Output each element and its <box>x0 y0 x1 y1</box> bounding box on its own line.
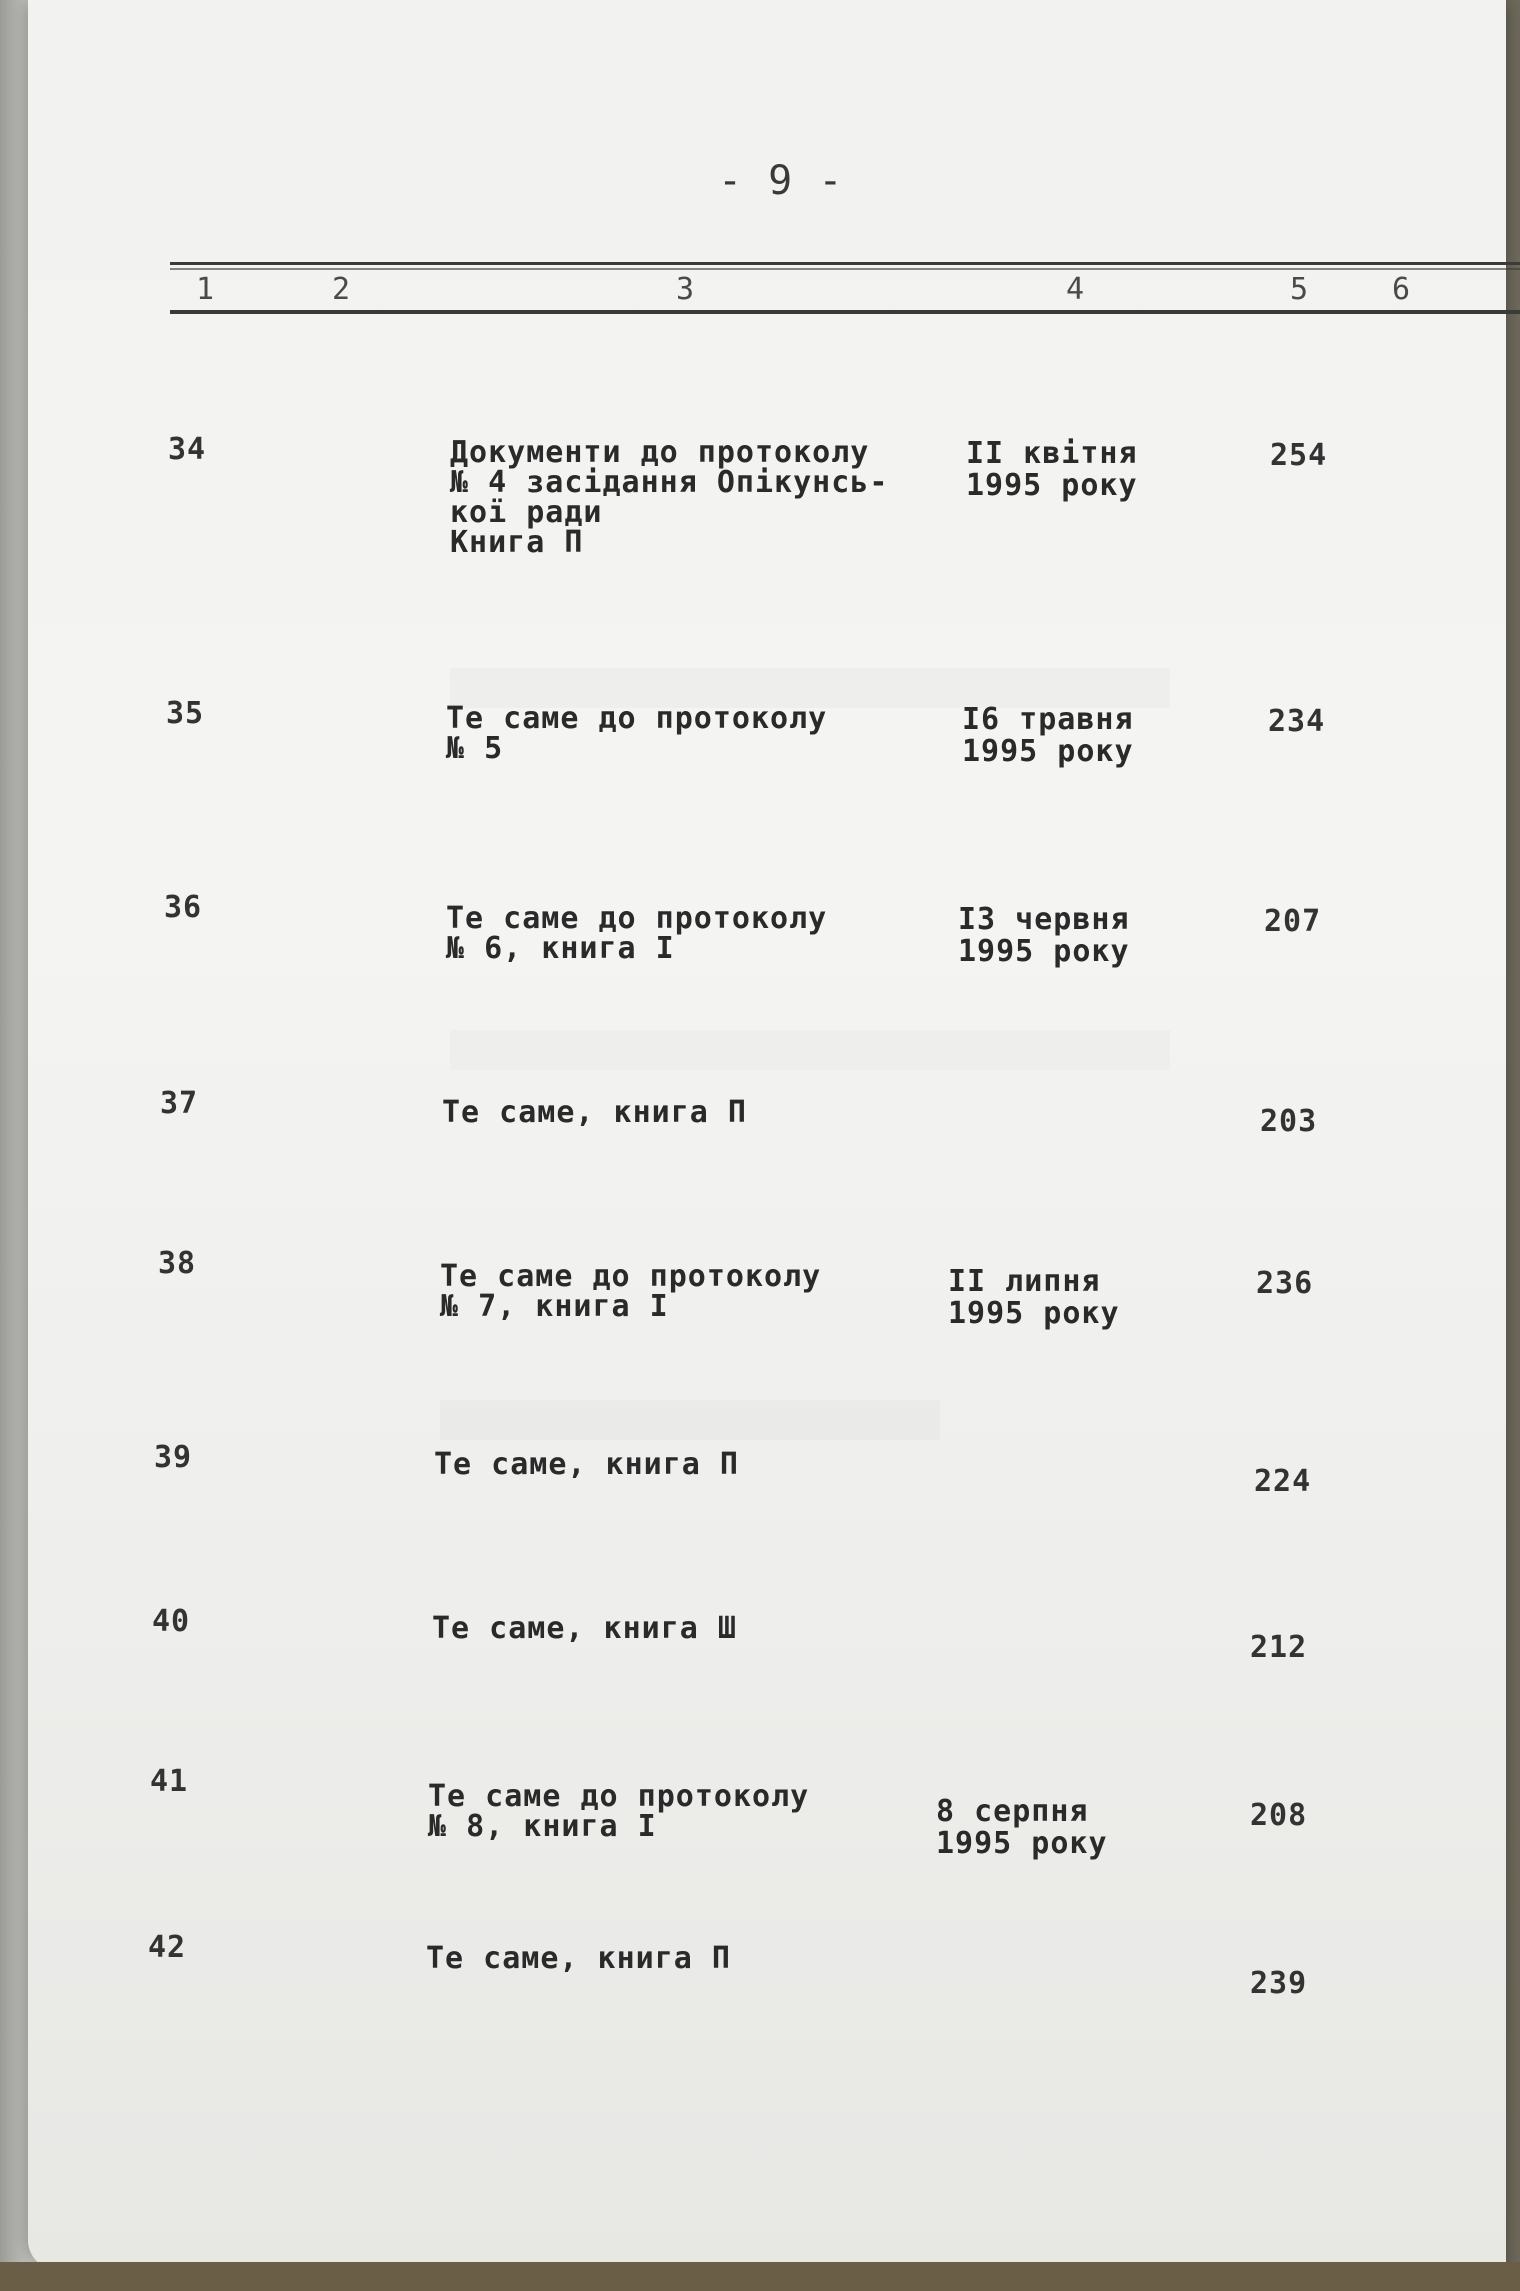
row-date: I6 травня 1995 року <box>962 702 1134 769</box>
row-date: II квітня 1995 року <box>966 436 1138 503</box>
row-number: 34 <box>168 432 207 467</box>
row-number: 35 <box>166 696 205 731</box>
row-number: 39 <box>154 1440 193 1475</box>
row-sheets: 224 <box>1254 1464 1312 1499</box>
page-number: - 9 - <box>718 158 844 204</box>
row-sheets: 203 <box>1260 1104 1318 1139</box>
row-number: 42 <box>148 1930 187 1965</box>
row-description: Те саме, книга П <box>442 1095 747 1130</box>
header-rule-top <box>170 262 1520 265</box>
row-number: 36 <box>164 890 203 925</box>
column-header-1: 1 <box>196 272 216 307</box>
row-description: Те саме до протоколу № 5 <box>446 701 828 766</box>
bleed-through <box>440 1400 940 1440</box>
row-sheets: 254 <box>1270 438 1328 473</box>
row-sheets: 234 <box>1268 704 1326 739</box>
row-number: 41 <box>150 1764 189 1799</box>
row-number: 38 <box>158 1246 197 1281</box>
row-number: 40 <box>152 1604 191 1639</box>
row-sheets: 236 <box>1256 1266 1314 1301</box>
row-sheets: 239 <box>1250 1966 1308 2001</box>
row-description: Те саме, книга П <box>434 1447 739 1482</box>
column-header-5: 5 <box>1290 272 1310 307</box>
row-date: 8 серпня 1995 року <box>936 1794 1108 1861</box>
column-header-2: 2 <box>332 272 352 307</box>
row-sheets: 207 <box>1264 904 1322 939</box>
row-description: Те саме до протоколу № 6, книга I <box>446 901 828 966</box>
row-date: I3 червня 1995 року <box>958 902 1130 969</box>
header-rule-bottom <box>170 310 1520 314</box>
row-number: 37 <box>160 1086 199 1121</box>
column-header-3: 3 <box>676 272 696 307</box>
bleed-through <box>450 1030 1170 1070</box>
column-header-4: 4 <box>1066 272 1086 307</box>
row-date: II липня 1995 року <box>948 1264 1120 1331</box>
row-description: Те саме, книга Ш <box>432 1611 737 1646</box>
row-description: Те саме до протоколу № 7, книга I <box>440 1259 822 1324</box>
row-sheets: 208 <box>1250 1798 1308 1833</box>
row-description: Те саме, книга П <box>426 1941 731 1976</box>
desk-surface <box>0 2262 1520 2291</box>
row-sheets: 212 <box>1250 1630 1308 1665</box>
row-description: Документи до протоколу № 4 засідання Опікунсь- кої ради Книга П <box>450 435 889 560</box>
column-header-6: 6 <box>1392 272 1412 307</box>
row-description: Те саме до протоколу № 8, книга I <box>428 1779 810 1844</box>
header-rule-top-double <box>170 268 1520 270</box>
